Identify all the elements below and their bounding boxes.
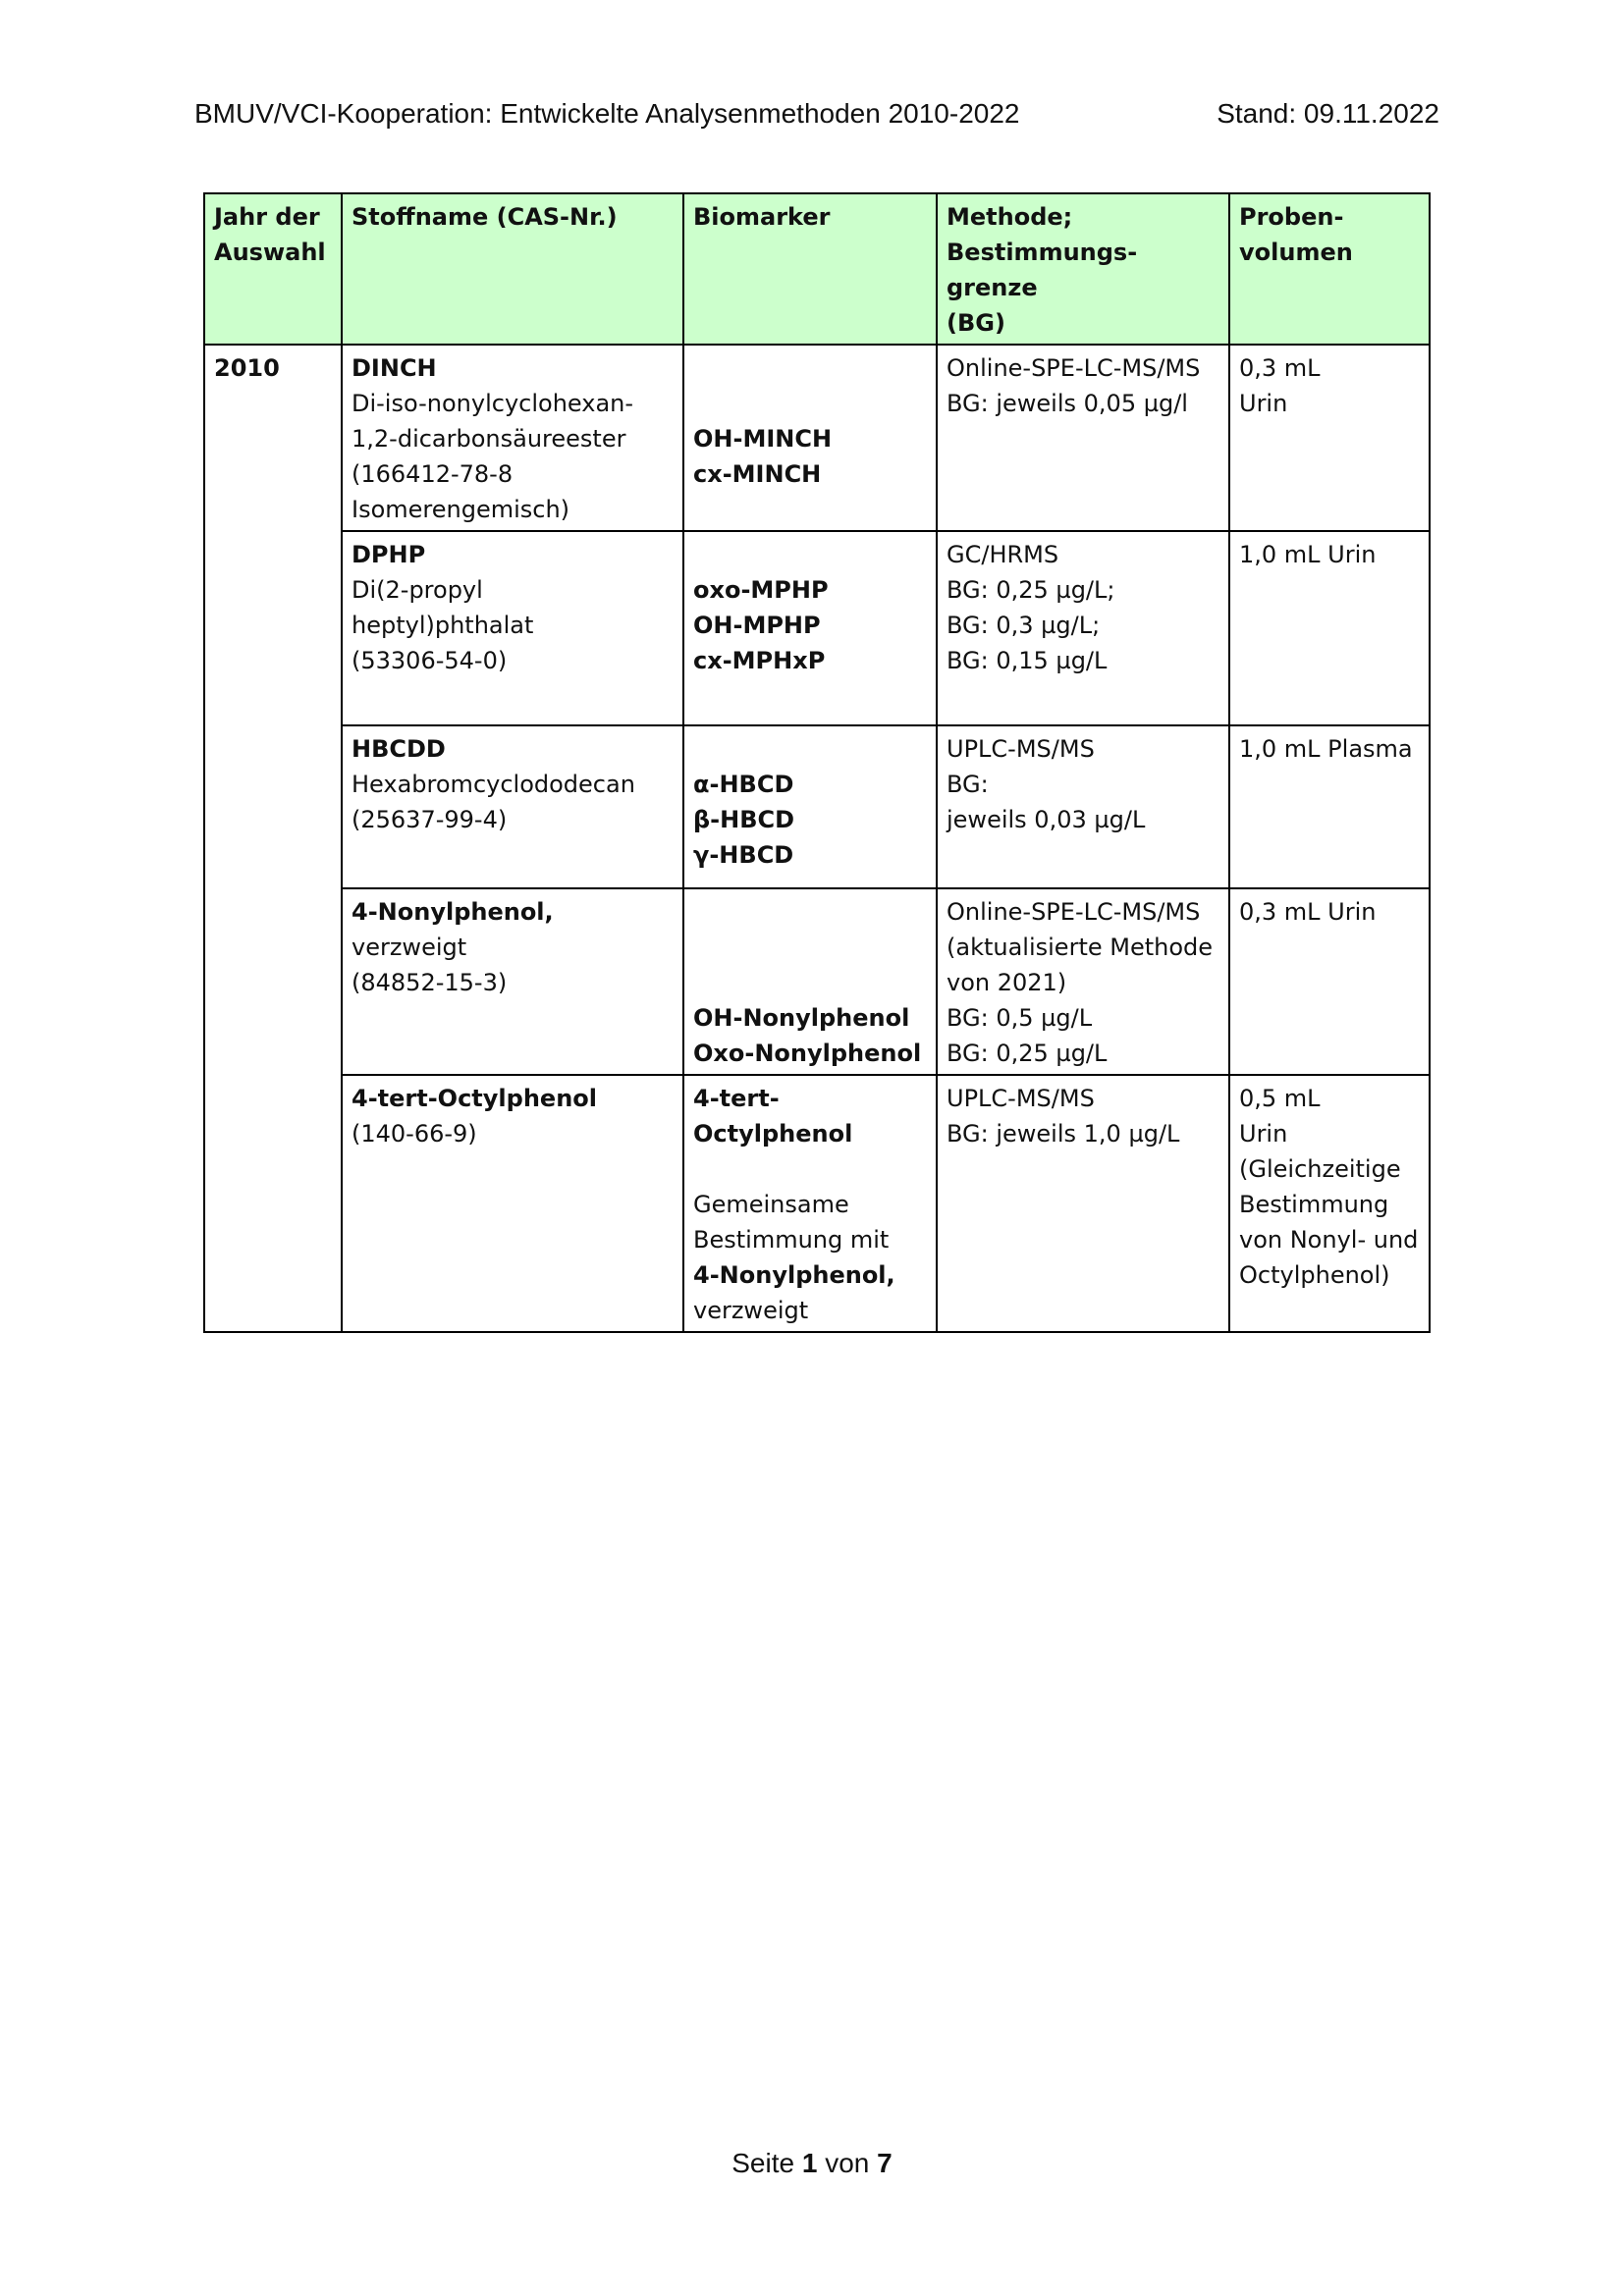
table-row [204, 888, 1430, 1075]
page-footer: Seite 1 von 7 [731, 2148, 893, 2178]
method-cell: UPLC-MS/MS BG: jeweils 1,0 µg/L [937, 1075, 1229, 1332]
col-header-year: Jahr der Auswahl [204, 193, 342, 345]
table-row [204, 725, 1430, 888]
biomarker-cell: oxo-MPHP OH-MPHP cx-MPHxP [683, 531, 937, 725]
volume-cell: 1,0 mL Plasma [1229, 725, 1430, 888]
header-date: Stand: 09.11.2022 [1217, 98, 1439, 129]
page-number: 1 [801, 2148, 818, 2178]
col-header-substance: Stoffname (CAS-Nr.) [342, 193, 683, 345]
volume-cell: 1,0 mL Urin [1229, 531, 1430, 725]
method-cell: Online-SPE-LC-MS/MS (aktualisierte Methode von 2021) BG: 0,5 µg/L BG: 0,25 µg/L [937, 888, 1229, 1075]
table-row [204, 345, 1430, 531]
table-row [204, 1075, 1430, 1332]
biomarker-cell: OH-MINCH cx-MINCH [683, 345, 937, 531]
substance-cell: DPHP Di(2-propyl heptyl)phthalat (53306-54-0) [342, 531, 683, 725]
methods-table [203, 192, 1431, 1333]
col-header-method: Methode; Bestimmungs-grenze (BG) [937, 193, 1229, 345]
page-total: 7 [877, 2148, 893, 2178]
method-cell: UPLC-MS/MS BG: jeweils 0,03 µg/L [937, 725, 1229, 888]
method-cell: GC/HRMS BG: 0,25 µg/L; BG: 0,3 µg/L; BG: 0,15 µg/L [937, 531, 1229, 725]
header-title: BMUV/VCI-Kooperation: Entwickelte Analysenmethoden 2010-2022 [194, 98, 1020, 129]
volume-cell: 0,3 mL Urin [1229, 345, 1430, 531]
substance-cell: DINCH Di-iso-nonylcyclohexan- 1,2-dicarbonsäureester (166412-78-8 Isomerengemisch) [342, 345, 683, 531]
table-row [204, 531, 1430, 725]
substance-cell: 4-tert-Octylphenol (140-66-9) [342, 1075, 683, 1332]
substance-cell: HBCDD Hexabromcyclododecan (25637-99-4) [342, 725, 683, 888]
col-header-volume: Proben- volumen [1229, 193, 1430, 345]
biomarker-cell: OH-Nonylphenol Oxo-Nonylphenol [683, 888, 937, 1075]
col-header-biomarker: Biomarker [683, 193, 937, 345]
substance-cell: 4-Nonylphenol, verzweigt (84852-15-3) [342, 888, 683, 1075]
biomarker-cell: α-HBCD β-HBCD γ-HBCD [683, 725, 937, 888]
year-cell: 2010 [204, 345, 342, 1332]
method-cell: Online-SPE-LC-MS/MS BG: jeweils 0,05 µg/l [937, 345, 1229, 531]
table-header-row [204, 193, 1430, 345]
volume-cell: 0,3 mL Urin [1229, 888, 1430, 1075]
volume-cell: 0,5 mL Urin (Gleichzeitige Bestimmung von Nonyl- und Octylphenol) [1229, 1075, 1430, 1332]
biomarker-cell: 4-tert-Octylphenol Gemeinsame Bestimmung mit 4-Nonylphenol, verzweigt [683, 1075, 937, 1332]
